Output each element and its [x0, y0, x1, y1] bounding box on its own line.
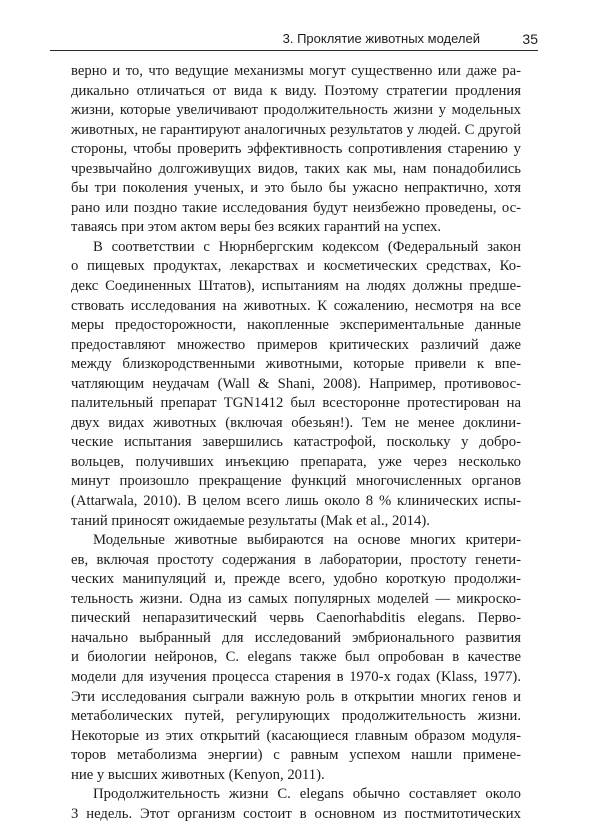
text-line: животных, не гарантируют аналогичных результатов у людей. С другой	[71, 121, 521, 138]
text-line: модели для изучения процесса старения в 1970-х годах (Klass, 1977).	[71, 668, 521, 685]
text-line: чатляющим неудачам (Wall & Shani, 2008). Например, противовос-	[71, 375, 521, 392]
text-line: ев, включая простоту содержания в лаборатории, простоту генети-	[71, 551, 521, 568]
text-line: стороны, чтобы проверить эффективность сопротивления старению у	[71, 141, 521, 158]
text-line: ческие испытания завершились катастрофой, поскольку у добро-	[71, 434, 521, 451]
text-line: бы три поколения ученых, и это было бы ужасно непрактично, хотя	[71, 180, 521, 197]
text-line: метаболических путей, регулирующих продолжительность жизни.	[71, 708, 521, 725]
text-line: рано или поздно такие исследования будут неизбежно проведены, ос-	[71, 199, 521, 216]
text-line: чрезвычайно долгоживущих видов, таких как мы, нам понадобились	[71, 160, 521, 177]
text-line: верно и то, что ведущие механизмы могут существенно или даже ра-	[71, 63, 521, 79]
text-line: и биологии нейронов, C. elegans также был опробован в качестве	[71, 649, 521, 666]
text-line: ческих манипуляций и, прежде всего, удобно короткую продолжи-	[71, 571, 521, 588]
text-line: таний приносят ожидаемые результаты (Mak et al., 2014).	[71, 512, 430, 529]
text-line: 3 недель. Этот организм состоит в основном из постмитотических	[71, 805, 521, 822]
running-header	[50, 28, 538, 51]
body-text	[71, 62, 521, 824]
text-line: минут произошло прекращение функций многочисленных органов	[71, 473, 521, 490]
text-line: тельность жизни. Одна из самых популярных моделей — микроско-	[71, 590, 521, 607]
text-line: начально выбранный для исследований эмбрионального развития	[71, 629, 521, 646]
text-line: Некоторые из этих открытий (касающиеся главным образом модуля-	[71, 727, 521, 744]
text-line: дикально отличаться от вида к виду. Поэтому стратегии продления	[71, 82, 521, 99]
text-line: (Attarwala, 2010). В целом всего лишь около 8 % клинических испы-	[71, 493, 521, 510]
text-line: В соответствии с Нюрнбергским кодексом (Федеральный закон	[93, 238, 521, 255]
text-line: торов метаболизма энергии) с равным успехом нашли примене-	[71, 747, 521, 764]
chapter-title: 3. Проклятие животных моделей	[282, 31, 480, 46]
text-line: Продолжительность жизни C. elegans обычно составляет около	[93, 786, 521, 803]
text-line: жизни, которые увеличивают продолжительность жизни у модельных	[71, 102, 521, 119]
text-line: меры предосторожности, накопленные экспериментальные данные	[71, 317, 521, 334]
page-number: 35	[522, 31, 538, 47]
text-line: между близкородственными животными, которые привели к впе-	[71, 356, 521, 373]
text-line: декс Соединенных Штатов), испытаниям на людях должны предше-	[71, 278, 521, 295]
text-line: предоставляют множество примеров критических различий даже	[71, 336, 521, 353]
text-line: о пищевых продуктах, лекарствах и косметических средствах, Ко-	[71, 258, 521, 275]
text-line: ствовать исследования на животных. К сожалению, несмотря на все	[71, 297, 521, 314]
text-line: двух видах животных (включая обезьян!). Тем не менее доклини-	[71, 414, 521, 431]
text-line: вольцев, получивших инъекцию препарата, уже через несколько	[71, 453, 521, 470]
text-line: Эти исследования сыграли важную роль в открытии многих генов и	[71, 688, 521, 705]
text-line: ние у высших животных (Kenyon, 2011).	[71, 766, 325, 783]
text-line: пический непаразитический червь Caenorhabditis elegans. Перво-	[71, 610, 521, 627]
text-line: палительный препарат TGN1412 был всесторонне протестирован на	[71, 395, 521, 412]
text-line: таваясь при этом актом веры без всяких гарантий на успех.	[71, 219, 442, 236]
text-line: Модельные животные выбираются на основе многих критери-	[93, 532, 521, 549]
